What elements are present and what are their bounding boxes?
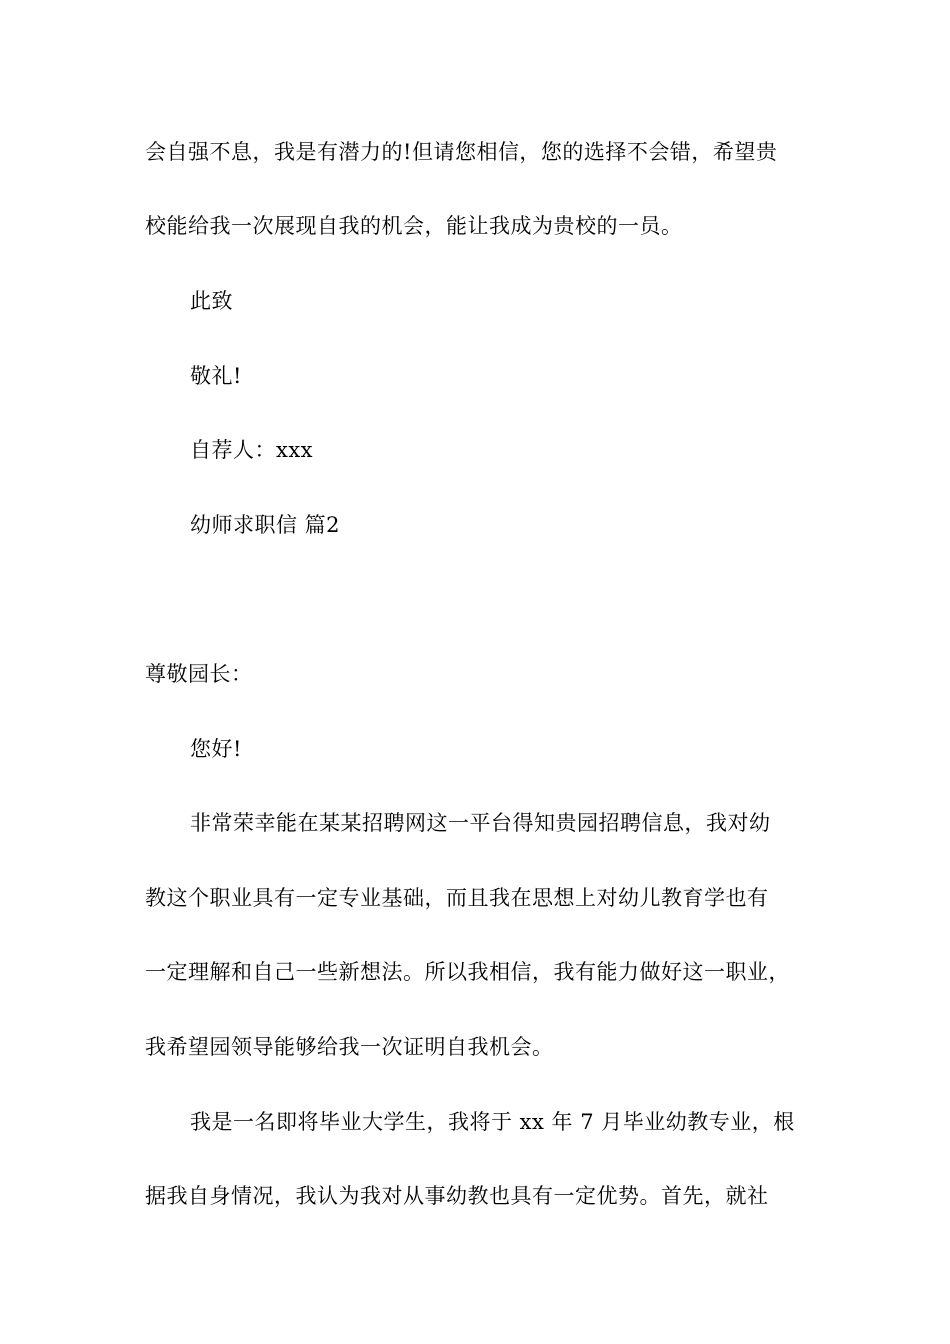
section-heading: 幼师求职信 篇2 <box>190 513 341 537</box>
letter-hello: 您好! <box>190 737 242 761</box>
signature-line: 自荐人：xxx <box>190 438 314 462</box>
paragraph-line-6: 我希望园领导能够给我一次证明自我机会。 <box>145 1035 554 1059</box>
closing-salutation: 此致 <box>190 289 233 313</box>
paragraph-line-8: 据我自身情况，我认为我对从事幼教也具有一定优势。首先，就社 <box>145 1184 769 1208</box>
paragraph-line-1: 会自强不息，我是有潜力的!但请您相信，您的选择不会错，希望贵 <box>145 140 778 164</box>
paragraph-line-3: 非常荣幸能在某某招聘网这一平台得知贵园招聘信息，我对幼 <box>190 811 771 835</box>
paragraph-line-4: 教这个职业具有一定专业基础，而且我在思想上对幼儿教育学也有 <box>145 886 769 910</box>
closing-regards: 敬礼! <box>190 364 242 388</box>
paragraph-line-7: 我是一名即将毕业大学生，我将于 xx 年 7 月毕业幼教专业，根 <box>190 1110 795 1134</box>
paragraph-line-2: 校能给我一次展现自我的机会，能让我成为贵校的一员。 <box>145 214 683 238</box>
paragraph-line-5: 一定理解和自己一些新想法。所以我相信，我有能力做好这一职业， <box>145 960 790 984</box>
letter-greeting: 尊敬园长： <box>145 662 253 686</box>
